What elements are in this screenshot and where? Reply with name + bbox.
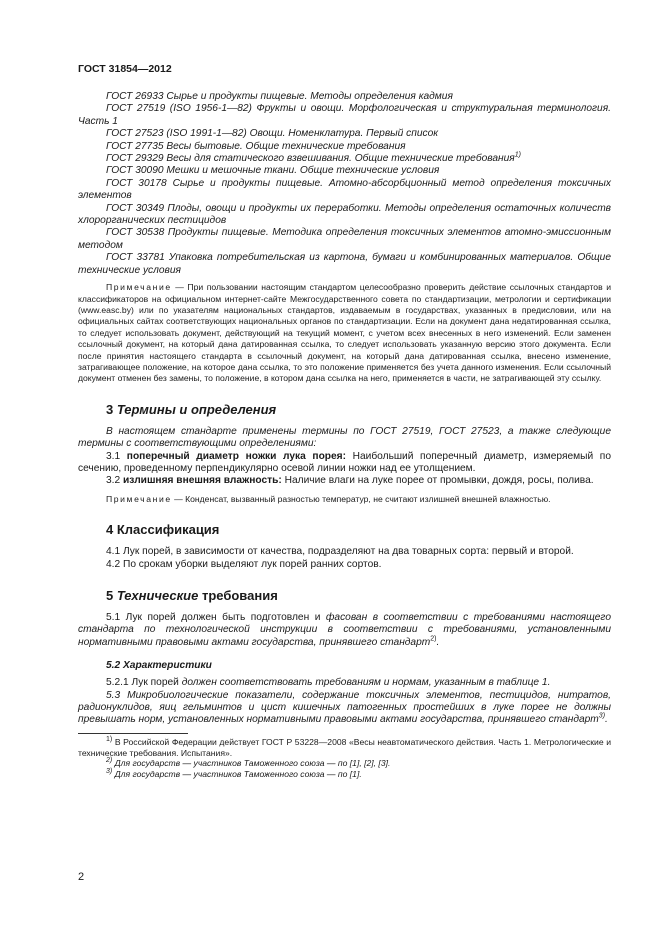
clause-5-1: 5.1 Лук порей должен быть подготовлен и фасован в соответствии с требованиями настоящего стандарта по технологической инструкции в соответствии с требованиями, установленными нормативными правовыми актами государства, принявшего стандарт$^{2)}$. (78, 612, 611, 648)
ref-item: ГОСТ 30538 Продукты пищевые. Методика определения токсичных элементов атомно-эмиссионным методом (78, 227, 611, 251)
section-3-heading (78, 402, 611, 417)
term-definition: Наибольший поперечный диаметр, измеряемый по сечению, проведенному перпендикулярно осевой линии ножки над ее утолщением. (78, 450, 611, 474)
section-title: Термины и определения (116, 401, 277, 417)
note-label: Примечание (106, 493, 172, 504)
footnote-mark: 3) (106, 768, 113, 776)
ref-item: ГОСТ 26933 Сырье и продукты пищевые. Методы определения кадмия (106, 91, 453, 102)
footnote-text: В Российской Федерации действует ГОСТ Р 53228—2008 «Весы неавтоматического действия. Часть 1. Метрологические и технические требования. Испытания». (78, 736, 611, 758)
clause-text: 5.2.1 Лук порей (106, 677, 182, 689)
footnote-3 (78, 769, 611, 780)
ref-item: ГОСТ 30090 Мешки и мешочные ткани. Общие технические условия (106, 165, 440, 177)
ref-item: ГОСТ 33781 Упаковка потребительская из картона, бумаги и комбинированных материалов. Общие технические условия (78, 252, 611, 276)
page-header: ГОСТ 31854—2012 (78, 63, 172, 75)
ref-item: ГОСТ 27519 (ISO 1956-1—82) Фрукты и овощи. Морфологическая и структуральная терминология. Часть 1 (78, 103, 611, 127)
section-title-italic: Технические (116, 588, 199, 603)
footnote-mark: 2) (106, 757, 113, 765)
ref-item (78, 153, 611, 165)
clause-4-2: 4.2 По срокам уборки выделяют лук порей ранних сортов. (106, 558, 382, 570)
note-references (78, 282, 611, 385)
footnote-ref: 3) (598, 713, 606, 721)
clause-5-2-1 (78, 677, 611, 689)
footnote-1 (78, 737, 611, 759)
footnote-text: Для государств — участников Таможенного союза — по [1]. (112, 769, 362, 780)
footnote-ref: 2) (430, 635, 437, 643)
clause-text: 5.1 Лук порей должен быть подготовлен и (106, 612, 326, 623)
ref-item: ГОСТ 27523 (ISO 1991-1—82) Овощи. Номенклатура. Первый список (106, 128, 439, 140)
page-body (78, 91, 611, 780)
clause-text-italic: должен соответствовать требованиям и нормам, указанным в таблице 1. (181, 677, 551, 689)
note-label: Примечание (106, 282, 172, 293)
note-text: — Конденсат, вызванный разностью температур, не считают излишней внешней влажностью. (171, 493, 551, 504)
term-name: излишняя внешняя влажность: (123, 475, 282, 487)
section-4-heading: 4 Классификация (106, 522, 220, 538)
term-3-1 (78, 451, 611, 476)
term-number: 3.1 (106, 450, 121, 462)
footnote-2 (78, 758, 611, 769)
page-number: 2 (78, 871, 85, 883)
section-title-rest: требования (198, 588, 278, 603)
footnote-text: Для государств — участников Таможенного союза — по [1], [2], [3]. (112, 758, 391, 769)
term-number: 3.2 (106, 475, 121, 487)
ref-item: ГОСТ 30349 Плоды, овощи и продукты их переработки. Методы определения остаточных количеств хлорорганических пестицидов (78, 202, 611, 227)
ref-text: ГОСТ 29329 Весы для статического взвешивания. Общие технические требования (106, 153, 515, 165)
section-3-intro: В настоящем стандарте применены термины по ГОСТ 27519, ГОСТ 27523, а также следующие термины с соответствующими определениями: (78, 425, 611, 450)
clause-text-italic: фасован в соответствии с требованиями настоящего стандарта по технологической инструкции в соответствии с требованиями, установленными нормативными правовыми актами государства, принявшего стандарт (78, 612, 611, 648)
clause-text: 5.3 Микробиологические показатели, содержание токсичных элементов, пестицидов, нитратов, радионуклидов, яиц гельминтов и цист кишечных патогенных простейших в луке порее не должны превышать норм, установленных нормативными правовыми актами государства, принявшего стандарт (78, 689, 611, 726)
subsection-5-2-heading: 5.2 Характеристики (106, 660, 212, 672)
footnote-divider (78, 733, 188, 734)
term-3-2 (78, 475, 611, 487)
term-definition: Наличие влаги на луке порее от промывки, дождя, росы, полива. (281, 475, 594, 487)
section-5-heading (78, 588, 611, 603)
section-number: 3 (106, 401, 114, 417)
ref-item: ГОСТ 27735 Весы бытовые. Общие технические требования (106, 140, 406, 152)
clause-4-1: 4.1 Лук порей, в зависимости от качества, подразделяют на два товарных сорта: первый и второй. (106, 546, 574, 558)
section-number: 5 (106, 588, 114, 603)
footnote-mark: 1) (106, 735, 113, 743)
footnote-ref: 1) (514, 151, 521, 159)
clause-5-3: 5.3 Микробиологические показатели, содержание токсичных элементов, пестицидов, нитратов, радионуклидов, яиц гельминтов и цист кишечных патогенных простейших в луке порее не должны превышать норм, установленных нормативными правовыми актами государства, принявшего стандарт$^{3)}$. (78, 689, 611, 726)
term-name: поперечный диаметр ножки лука порея: (126, 450, 347, 462)
note-3 (78, 494, 611, 505)
ref-item: ГОСТ 30178 Сырье и продукты пищевые. Атомно-абсорбционный метод определения токсичных элементов (78, 177, 611, 202)
note-text: — При пользовании настоящим стандартом целесообразно проверить действие ссылочных стандартов и классификаторов на официальном интернет-сайте Межгосударственного совета по стандартизации, метрологии и сертификации (www.easc.by) или по указателям национальных стандартов, издаваемым в государствах, указанных в предисловии, или на официальных сайтах соответствующих национальных органов по стандартизации. Если на документ дана недатированная ссылка, то следует использовать документ, действующий на текущий момент, с учетом всех внесенных в него изменений. Если заменен ссылочный документ, на который дана датированная ссылка, то следует использовать указанную версию этого документа. Если после принятия настоящего стандарта в ссылочный документ, на который дана датированная ссылка, внесено изменение, затрагивающее положение, на которое дана ссылка, то это положение применяется без учета данного изменения. Если ссылочный документ отменен без замены, то положение, в котором дана ссылка на него, применяется в части, не затрагивающей эту ссылку. (78, 282, 611, 384)
